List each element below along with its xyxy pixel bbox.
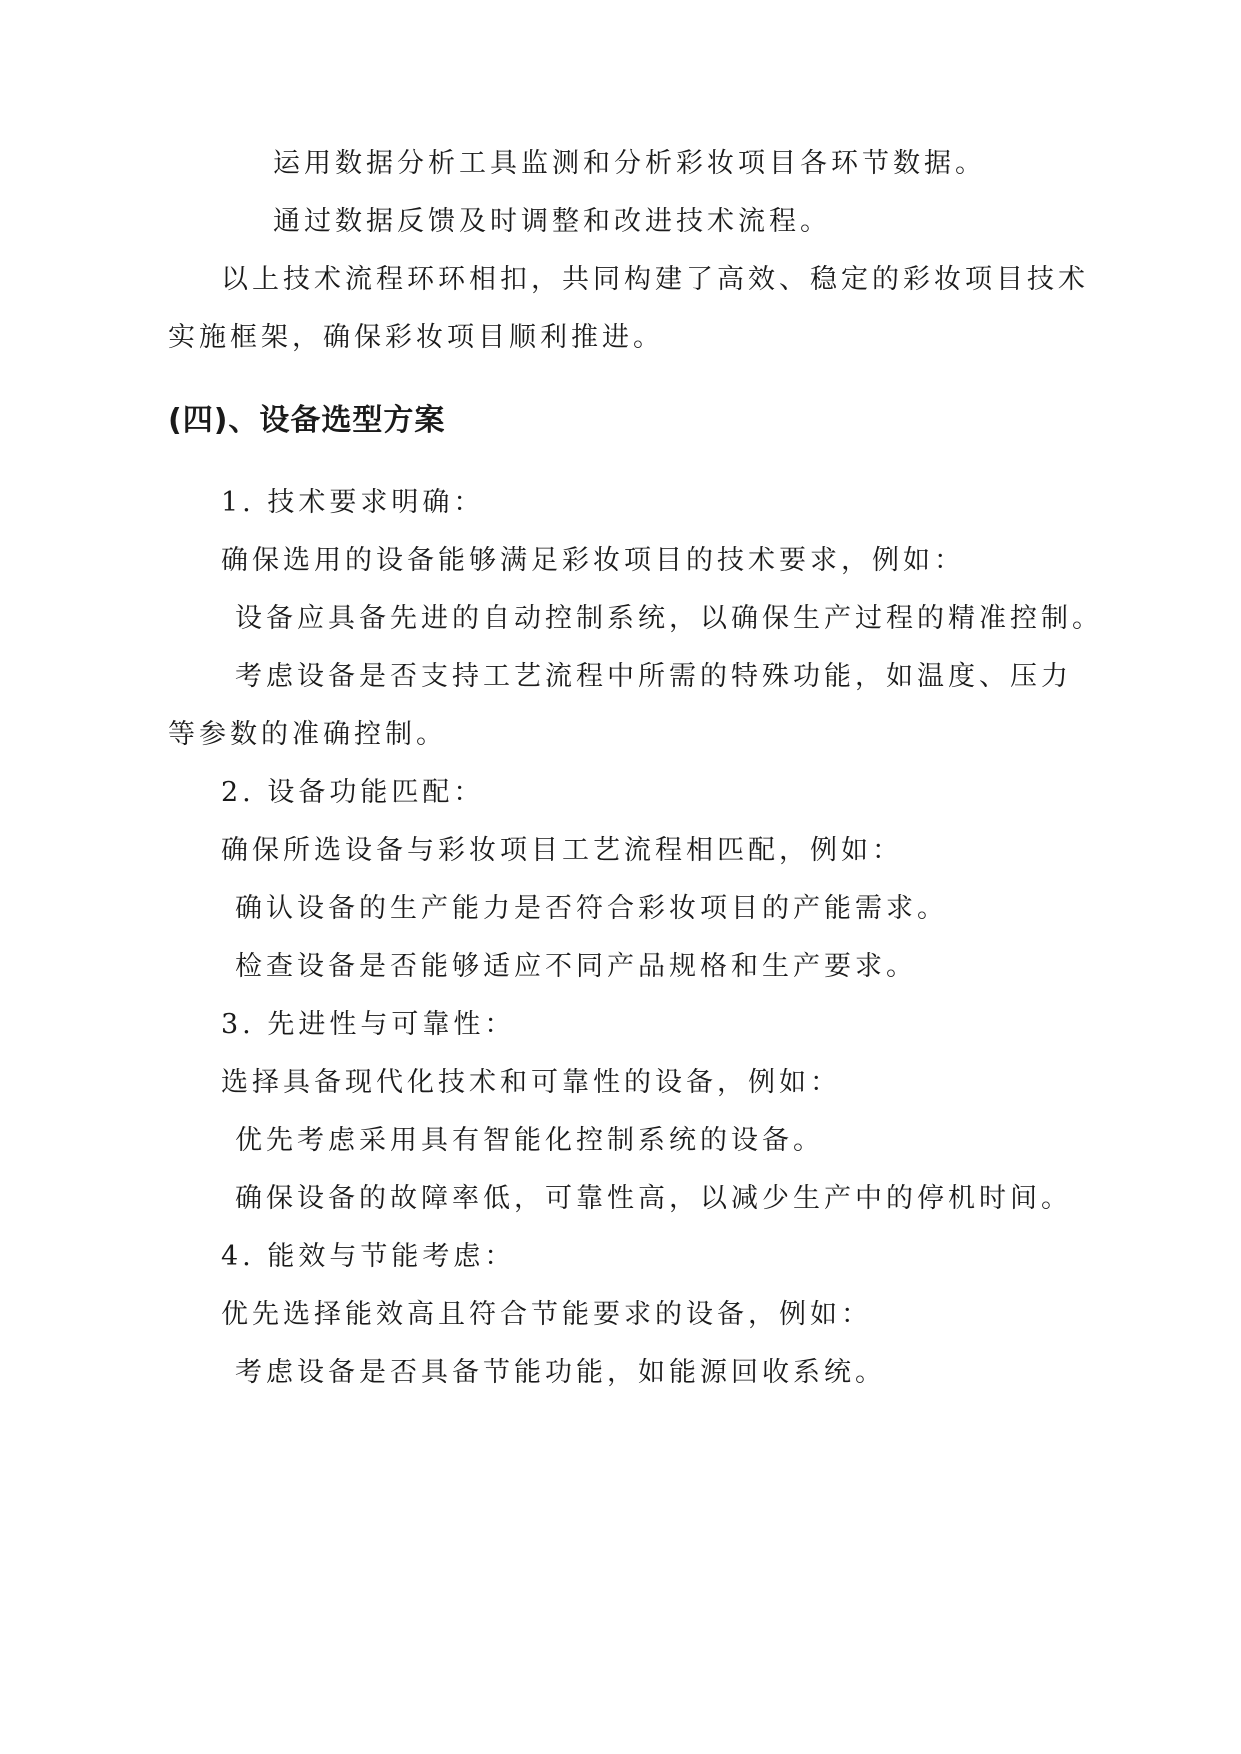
item-heading: 1. 技术要求明确： [221,487,485,518]
paragraph-line: 确保选用的设备能够满足彩妆项目的技术要求，例如： [221,545,965,576]
item-heading: 2. 设备功能匹配： [221,777,485,808]
section-heading: (四)、设备选型方案 [168,403,446,438]
paragraph-line: 确保所选设备与彩妆项目工艺流程相匹配，例如： [221,835,903,866]
paragraph-line: 检查设备是否能够适应不同产品规格和生产要求。 [235,951,917,982]
paragraph-line: 考虑设备是否支持工艺流程中所需的特殊功能，如温度、压力 [235,661,1072,692]
paragraph-line: 确认设备的生产能力是否符合彩妆项目的产能需求。 [235,893,948,924]
paragraph-line: 考虑设备是否具备节能功能，如能源回收系统。 [235,1357,886,1388]
paragraph-line: 选择具备现代化技术和可靠性的设备，例如： [221,1067,841,1098]
paragraph-line: 优先考虑采用具有智能化控制系统的设备。 [235,1125,824,1156]
paragraph-line: 运用数据分析工具监测和分析彩妆项目各环节数据。 [273,148,986,179]
paragraph-line: 设备应具备先进的自动控制系统，以确保生产过程的精准控制。 [235,603,1103,634]
paragraph-line: 优先选择能效高且符合节能要求的设备，例如： [221,1299,872,1330]
item-heading: 3. 先进性与可靠性： [221,1009,516,1040]
paragraph-line: 实施框架，确保彩妆项目顺利推进。 [168,322,664,353]
paragraph-line: 以上技术流程环环相扣，共同构建了高效、稳定的彩妆项目技术 [221,264,1089,295]
paragraph-line: 通过数据反馈及时调整和改进技术流程。 [273,206,831,237]
paragraph-line: 等参数的准确控制。 [168,719,447,750]
item-heading: 4. 能效与节能考虑： [221,1241,516,1272]
paragraph-line: 确保设备的故障率低，可靠性高，以减少生产中的停机时间。 [235,1183,1072,1214]
